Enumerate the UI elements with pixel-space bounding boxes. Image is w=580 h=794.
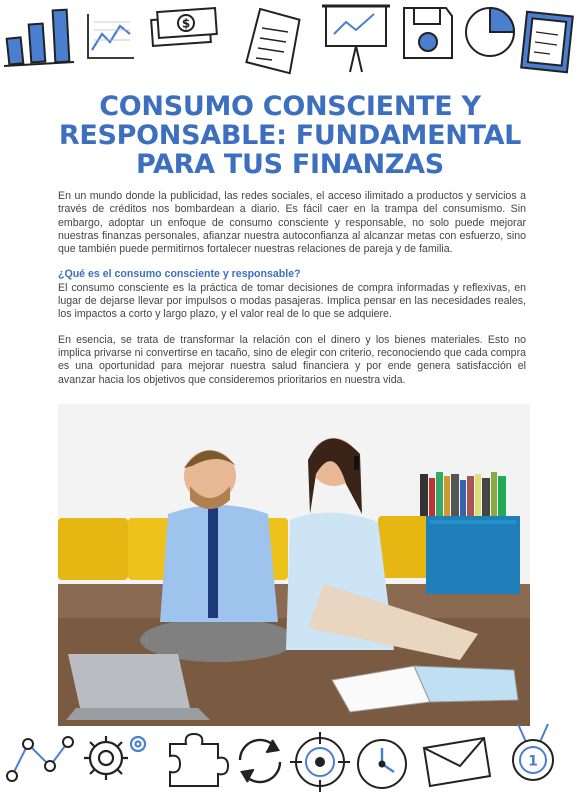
yellow-ottoman — [58, 518, 128, 580]
title-line: PARA TUS FINANZAS — [136, 149, 444, 180]
bottom-doodle-strip — [0, 718, 580, 794]
title-line: CONSUMO CONSCIENTE Y — [99, 91, 481, 122]
document-icon — [246, 8, 300, 73]
closing-paragraph: En esencia, se trata de transformar la relación con el dinero y los bienes materiales. Esto no implica privarse ni convertirse en tacaño, sino de elegir con criterio, reconociendo que cada compra es una oportunidad para mejorar nuestra salud financiera y por ende genera satisfacción el avanzar hacia los objetivos que consideremos prioritarios en nuestra vida. — [58, 333, 526, 386]
pie-chart-icon — [466, 8, 514, 56]
title-line: RESPONSABLE: FUNDAMENTAL — [58, 120, 522, 151]
article-body — [58, 190, 526, 399]
floppy-disk-icon — [404, 8, 452, 58]
envelope-icon — [424, 738, 490, 786]
page-title — [30, 92, 550, 179]
presentation-board-icon — [322, 6, 390, 72]
medal-icon — [513, 724, 553, 780]
top-doodle-strip — [0, 0, 580, 82]
gears-icon — [84, 736, 145, 780]
section-paragraph: El consumo consciente es la práctica de tomar decisiones de compra informadas y reflexivas, en lugar de dejarse llevar por impulsos o modas pasajeras. Implica pensar en las necesidades reales, los impactos a corto y largo plazo, y el valor real de lo que se adquiere. — [58, 281, 526, 321]
svg-text:1: 1 — [528, 753, 538, 770]
svg-text:$: $ — [181, 16, 191, 31]
bar-chart-icon — [4, 10, 74, 66]
blue-cabinet — [426, 516, 520, 594]
network-nodes-icon — [7, 737, 73, 781]
clipboard-icon — [521, 12, 573, 73]
line-chart-icon — [88, 14, 134, 58]
puzzle-piece-icon — [170, 734, 228, 786]
refresh-arrows-icon — [240, 740, 280, 782]
target-icon — [290, 732, 350, 792]
clock-icon — [358, 740, 406, 788]
money-stack-icon — [151, 8, 217, 46]
section-heading: ¿Qué es el consumo consciente y responsable? — [58, 268, 301, 281]
intro-paragraph: En un mundo donde la publicidad, las redes sociales, el acceso ilimitado a productos y servicios a través de créditos nos bombardean a diario. Es fácil caer en la trampa del consumismo. Sin embargo, adoptar un enfoque de consumo consciente y responsable, no solo puede mejorar nuestras finanzas personales, afianzar nuestra autoconfianza al alcanzar metas con esfuerzo, sino que también puede permitirnos fortalecer nuestras relaciones de pareja y de familia. — [58, 190, 526, 256]
couple-photo — [58, 404, 530, 726]
